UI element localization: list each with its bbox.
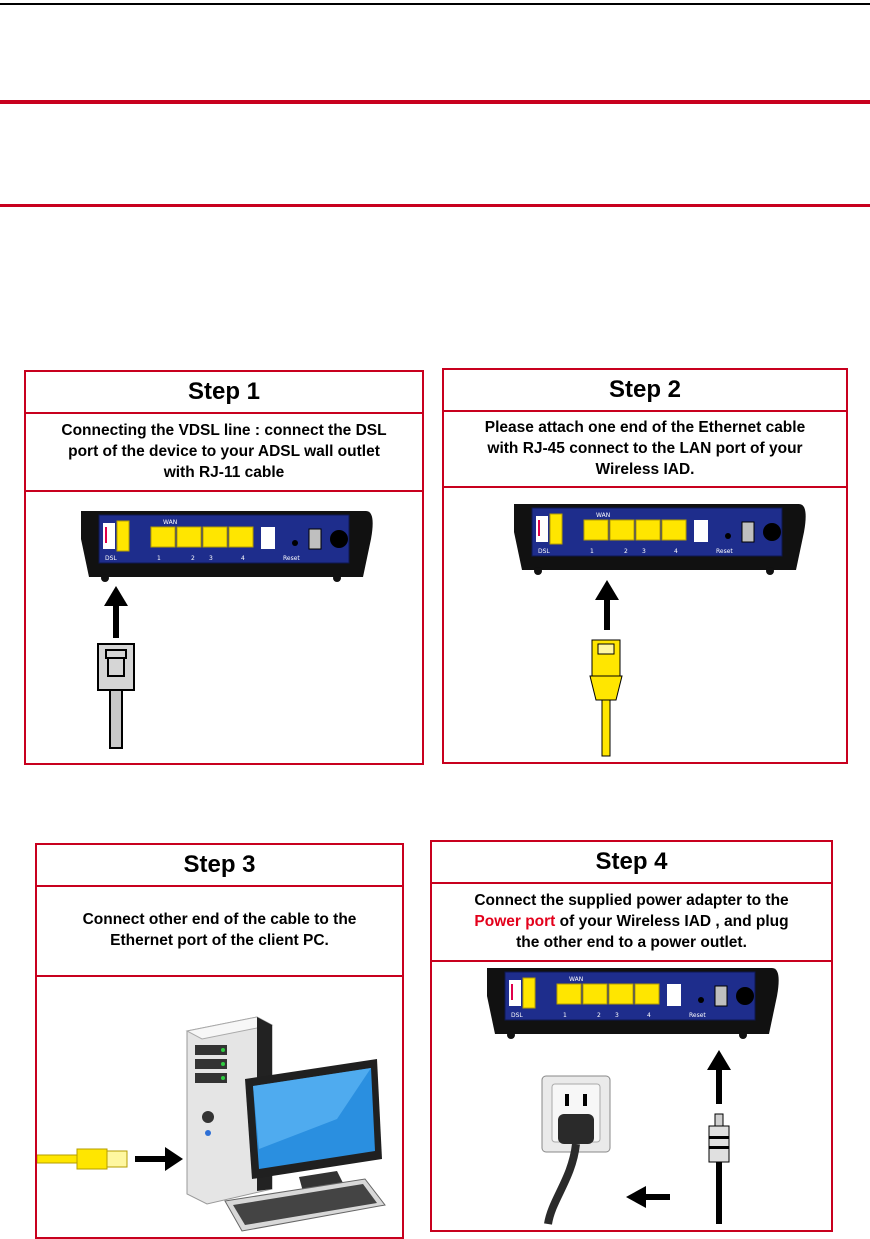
router-wan-label: WAN	[596, 512, 611, 519]
step-3-illustration	[37, 979, 402, 1237]
step-2-panel	[442, 368, 848, 764]
router-reset-label: Reset	[283, 555, 300, 562]
router-port-2-label: 2	[191, 555, 195, 562]
step-3-description	[37, 885, 402, 977]
step-3-panel	[35, 843, 404, 1239]
step-1-description	[26, 412, 422, 492]
up-arrow-icon	[104, 586, 128, 638]
step-1-illustration	[26, 494, 422, 763]
top-rule	[0, 3, 870, 5]
step-4-description	[432, 882, 831, 962]
router-port-4-label: 4	[241, 555, 245, 562]
router-wan-label: WAN	[569, 976, 584, 983]
step-4-title: Step 4	[432, 842, 831, 884]
up-arrow-icon	[595, 580, 619, 630]
router-back-panel	[487, 968, 779, 1039]
step-2-desc-line-1: Please attach one end of the Ethernet cable	[484, 418, 806, 436]
step-1-panel	[24, 370, 424, 765]
step-2-desc-line-3: Wireless IAD.	[595, 460, 695, 478]
router-port-3-label: 3	[615, 1012, 619, 1019]
router-port-4-label: 4	[674, 548, 678, 555]
up-arrow-icon	[707, 1050, 731, 1104]
step-1-desc-line-2: port of the device to your ADSL wall outlet	[68, 442, 380, 460]
router-port-1-label: 1	[590, 548, 594, 555]
rj11-connector-icon	[98, 644, 134, 748]
router-port-2-label: 2	[597, 1012, 601, 1019]
router-dsl-label: DSL	[105, 555, 117, 562]
router-port-3-label: 3	[642, 548, 646, 555]
router-reset-label: Reset	[716, 548, 733, 555]
router-reset-label: Reset	[689, 1012, 706, 1019]
step-3-title: Step 3	[37, 845, 402, 887]
step-2-title: Step 2	[444, 370, 846, 412]
step-1-title: Step 1	[26, 372, 422, 414]
router-back-panel	[514, 504, 806, 575]
step-4-desc-line-3: the other end to a power outlet.	[516, 933, 747, 951]
header-red-rule-2	[0, 204, 870, 207]
power-plug-icon	[709, 1114, 729, 1224]
step-3-desc-line-1: Connect other end of the cable to the	[82, 911, 357, 928]
step-2-description	[444, 410, 846, 488]
step-4-panel	[430, 840, 833, 1232]
ethernet-cable-icon	[37, 1149, 127, 1169]
step-2-illustration	[444, 490, 846, 762]
router-port-1-label: 1	[563, 1012, 567, 1019]
router-dsl-label: DSL	[538, 548, 550, 555]
router-dsl-label: DSL	[511, 1012, 523, 1019]
rj45-yellow-connector-icon	[590, 640, 622, 756]
power-outlet-icon	[542, 1076, 610, 1224]
step-4-desc-line-2-rest: of your Wireless IAD , and plug	[555, 912, 789, 930]
step-3-desc-line-2: Ethernet port of the client PC.	[110, 932, 329, 949]
step-1-desc-line-3: with RJ-11 cable	[163, 463, 285, 481]
header-red-rule-1	[0, 100, 870, 104]
router-port-3-label: 3	[209, 555, 213, 562]
left-arrow-icon	[626, 1186, 670, 1208]
router-wan-label: WAN	[163, 519, 178, 526]
router-back-panel	[81, 511, 373, 582]
step-4-power-port-highlight: Power port	[474, 912, 556, 930]
router-port-4-label: 4	[647, 1012, 651, 1019]
right-arrow-icon	[135, 1147, 183, 1171]
router-port-2-label: 2	[624, 548, 628, 555]
step-4-desc-line-1: Connect the supplied power adapter to the	[474, 891, 789, 909]
step-2-desc-line-2: with RJ-45 connect to the LAN port of your	[487, 439, 803, 457]
step-1-desc-line-1: Connecting the VDSL line : connect the DSL	[61, 421, 387, 439]
step-4-illustration	[432, 964, 831, 1230]
router-port-1-label: 1	[157, 555, 161, 562]
